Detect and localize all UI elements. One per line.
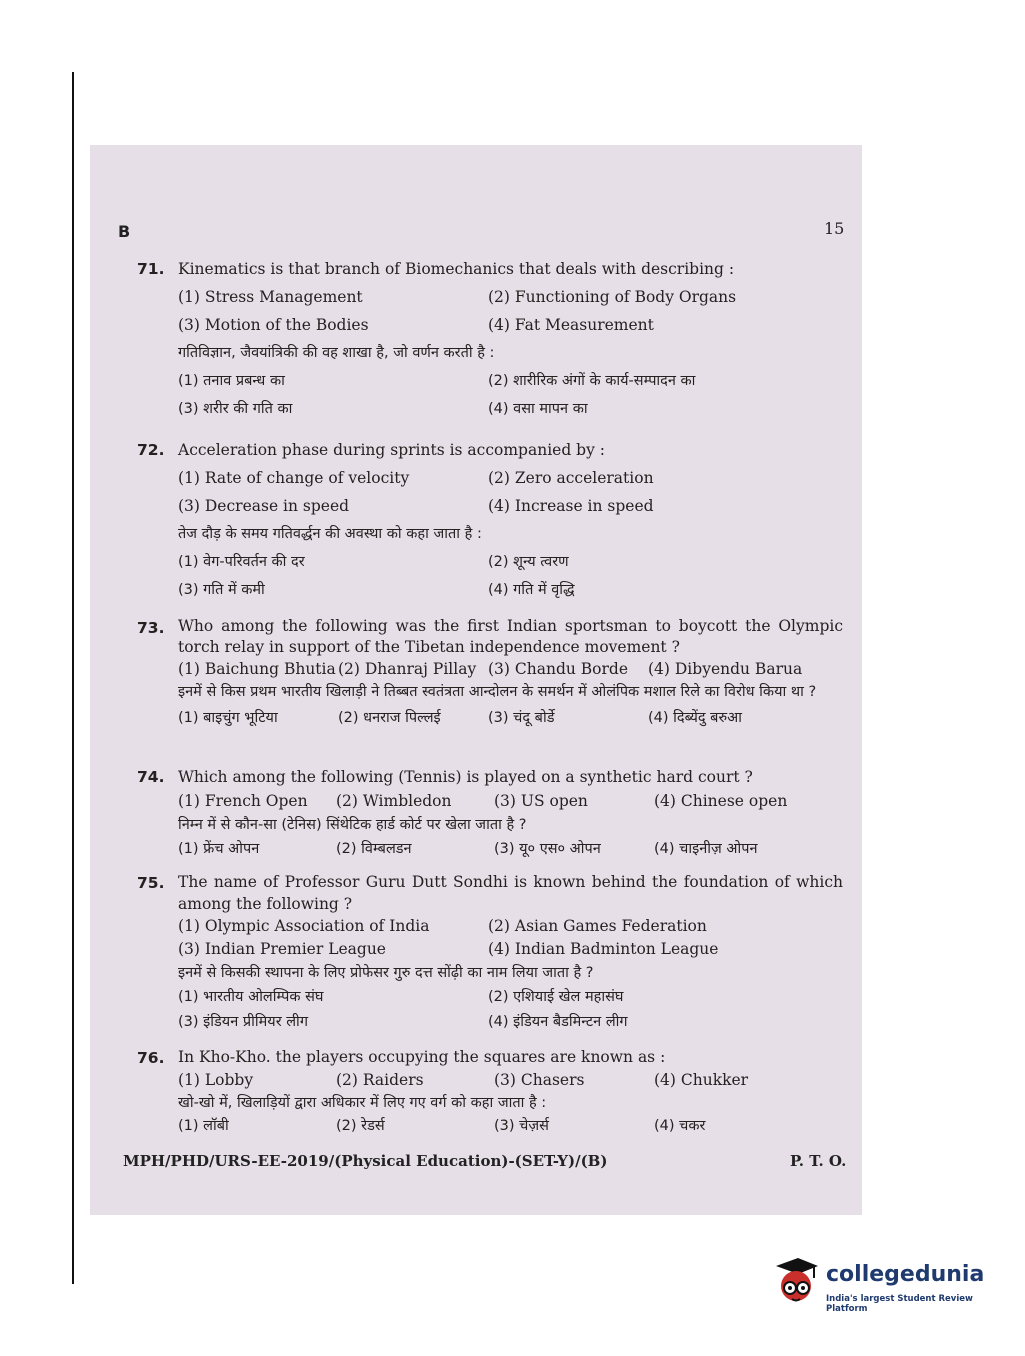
collegedunia-logo[interactable] [768, 1254, 998, 1314]
brand-tagline: India's largest Student Review Platform [826, 1294, 973, 1314]
question-text: The name of Professor Guru Dutt Sondhi is known behind the foundation of which among the following ? [178, 873, 843, 913]
exam-code: MPH/PHD/URS-EE-2019/(Physical Education)-(SET-Y)/(B) [123, 1152, 608, 1170]
scan-edge [72, 72, 74, 1284]
question-text: In Kho-Kho. the players occupying the squares are known as : [178, 1048, 666, 1066]
option-hindi: (3) यू० एस० ओपन [494, 841, 601, 857]
option-hindi: (3) चंदू बोर्डे [488, 710, 555, 726]
option-hindi: (2) विम्बलडन [336, 841, 412, 857]
option: (1) French Open [178, 792, 308, 810]
option-hindi: (4) वसा मापन का [488, 401, 588, 417]
option-hindi: (1) वेग-परिवर्तन की दर [178, 554, 305, 570]
option: (1) Lobby [178, 1071, 254, 1089]
option-hindi: (3) गति में कमी [178, 582, 265, 598]
question-text: Acceleration phase during sprints is accompanied by : [178, 441, 605, 459]
option-hindi: (2) शून्य त्वरण [488, 554, 569, 570]
option: (3) Motion of the Bodies [178, 316, 369, 334]
option: (1) Rate of change of velocity [178, 469, 410, 487]
option-hindi: (2) शारीरिक अंगों के कार्य-सम्पादन का [488, 373, 696, 389]
option-hindi: (4) चाइनीज़ ओपन [654, 841, 758, 857]
option-hindi: (2) रेडर्स [336, 1118, 385, 1134]
option: (3) Decrease in speed [178, 497, 350, 515]
option-hindi: (3) शरीर की गति का [178, 401, 293, 417]
option: (4) Fat Measurement [488, 316, 654, 334]
option: (4) Dibyendu Barua [648, 660, 803, 678]
option: (4) Chinese open [654, 792, 788, 810]
question-number: 74. [137, 768, 165, 786]
option: (1) Baichung Bhutia [178, 660, 336, 678]
page-number: 15 [824, 219, 845, 238]
question-text-hindi: खो-खो में, खिलाड़ियों द्वारा अधिकार में लिए गए वर्ग को कहा जाता है : [178, 1095, 547, 1111]
option: (4) Indian Badminton League [488, 940, 719, 958]
option: (3) Chandu Borde [488, 660, 629, 678]
option: (3) Indian Premier League [178, 940, 386, 958]
question-text: Which among the following (Tennis) is played on a synthetic hard court ? [178, 768, 753, 786]
option: (2) Zero acceleration [488, 469, 654, 487]
mascot-icon [768, 1254, 824, 1310]
question-number: 71. [137, 260, 165, 278]
question-74 [137, 765, 843, 861]
question-number: 72. [137, 441, 165, 459]
option-hindi: (4) दिब्येंदु बरुआ [648, 710, 742, 726]
question-text-hindi: तेज दौड़ के समय गतिवर्द्धन की अवस्था को कहा जाता है : [178, 526, 482, 542]
option-hindi: (1) भारतीय ओलम्पिक संघ [178, 989, 324, 1005]
option: (2) Dhanraj Pillay [338, 660, 477, 678]
set-letter: B [118, 222, 131, 241]
option-hindi: (1) तनाव प्रबन्ध का [178, 373, 285, 389]
option: (4) Increase in speed [488, 497, 654, 515]
question-75 [137, 871, 843, 1035]
question-number: 76. [137, 1049, 165, 1067]
option: (3) Chasers [494, 1071, 585, 1089]
option: (2) Raiders [336, 1071, 424, 1089]
question-76 [137, 1046, 843, 1138]
option-hindi: (2) एशियाई खेल महासंघ [488, 989, 624, 1005]
option: (3) US open [494, 792, 588, 810]
option: (2) Asian Games Federation [488, 917, 707, 935]
option-hindi: (3) चेज़र्स [494, 1118, 549, 1134]
question-text-hindi: इनमें से किस प्रथम भारतीय खिलाड़ी ने तिब्बत स्वतंत्रता आन्दोलन के समर्थन में ओलंपिक मशाल रिले का विरोध किया था ? [178, 684, 817, 700]
question-text-hindi: निम्न में से कौन-सा (टेनिस) सिंथेटिक हार्ड कोर्ट पर खेला जाता है ? [178, 817, 527, 833]
question-number: 75. [137, 874, 165, 892]
option: (4) Chukker [654, 1071, 749, 1089]
option: (1) Olympic Association of India [178, 917, 430, 935]
option: (2) Wimbledon [336, 792, 452, 810]
option-hindi: (4) इंडियन बैडमिन्टन लीग [488, 1014, 628, 1030]
brand-name: collegedunia [826, 1262, 985, 1287]
option-hindi: (3) इंडियन प्रीमियर लीग [178, 1014, 308, 1030]
option-hindi: (2) धनराज पिल्लई [338, 710, 441, 726]
option-hindi: (1) बाइचुंग भूटिया [178, 710, 278, 726]
question-72 [137, 438, 843, 602]
pto-label: P. T. O. [790, 1152, 847, 1170]
question-text: Kinematics is that branch of Biomechanics that deals with describing : [178, 260, 735, 278]
question-number: 73. [137, 619, 165, 637]
option-hindi: (4) गति में वृद्धि [488, 582, 575, 598]
option-hindi: (1) लॉबी [178, 1118, 229, 1134]
question-text: Who among the following was the first Indian sportsman to boycott the Olympic torch relay in support of the Tibetan independence movement ? [178, 617, 843, 656]
question-73 [137, 616, 843, 730]
option: (1) Stress Management [178, 288, 363, 306]
option: (2) Functioning of Body Organs [488, 288, 737, 306]
option-hindi: (1) फ्रेंच ओपन [178, 841, 260, 857]
question-71 [137, 257, 843, 421]
question-text-hindi: इनमें से किसकी स्थापना के लिए प्रोफेसर गुरु दत्त सोंढ़ी का नाम लिया जाता है ? [178, 965, 594, 981]
option-hindi: (4) चकर [654, 1118, 706, 1134]
question-text-hindi: गतिविज्ञान, जैवयांत्रिकी की वह शाखा है, जो वर्णन करती है : [178, 345, 495, 361]
